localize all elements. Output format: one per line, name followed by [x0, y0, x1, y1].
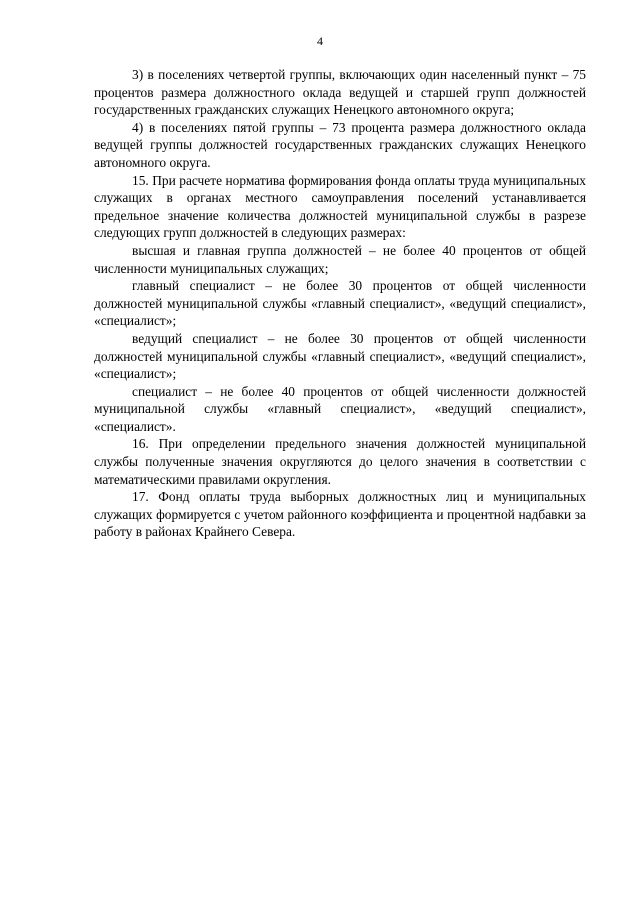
- paragraph-item-4: 4) в поселениях пятой группы – 73 процента размера должностного оклада ведущей группы должностей государственных гражданских служащих Ненецкого автономного округа.: [94, 119, 586, 170]
- paragraph-section-17: 17. Фонд оплаты труда выборных должностных лиц и муниципальных служащих формируется с учетом районного коэффициента и процентной надбавки за работу в районах Крайнего Севера.: [94, 489, 586, 540]
- paragraph-leading-specialist: ведущий специалист – не более 30 процентов от общей численности должностей муниципальной службы «главный специалист», «ведущий специалист», «специалист»;: [94, 330, 586, 382]
- paragraph-top-group: высшая и главная группа должностей – не более 40 процентов от общей численности муниципальных служащих;: [94, 242, 586, 276]
- paragraph-chief-specialist: главный специалист – не более 30 процентов от общей численности должностей муниципальной службы «главный специалист», «ведущий специалист», «специалист»;: [94, 278, 586, 329]
- paragraph-specialist: специалист – не более 40 процентов от общей численности должностей муниципальной службы «главный специалист», «ведущий специалист», «специалист».: [94, 383, 586, 434]
- paragraph-section-15: 15. При расчете норматива формирования фонда оплаты труда муниципальных служащих в органах местного самоуправления поселений устанавливается предельное значение количества должностей муниципальной службы в разрезе следующих групп должностей в следующих размерах:: [94, 172, 586, 241]
- document-body: [94, 66, 586, 541]
- paragraph-section-16: 16. При определении предельного значения должностей муниципальной службы полученные значения округляются до целого значения в соответствии с математическими правилами округления.: [94, 436, 586, 487]
- paragraph-item-3: 3) в поселениях четвертой группы, включающих один населенный пункт – 75 процентов размера должностного оклада ведущей и старшей групп должностей государственных гражданских служащих Ненецкого автономного округа;: [94, 67, 586, 118]
- page-number: 4: [317, 34, 323, 48]
